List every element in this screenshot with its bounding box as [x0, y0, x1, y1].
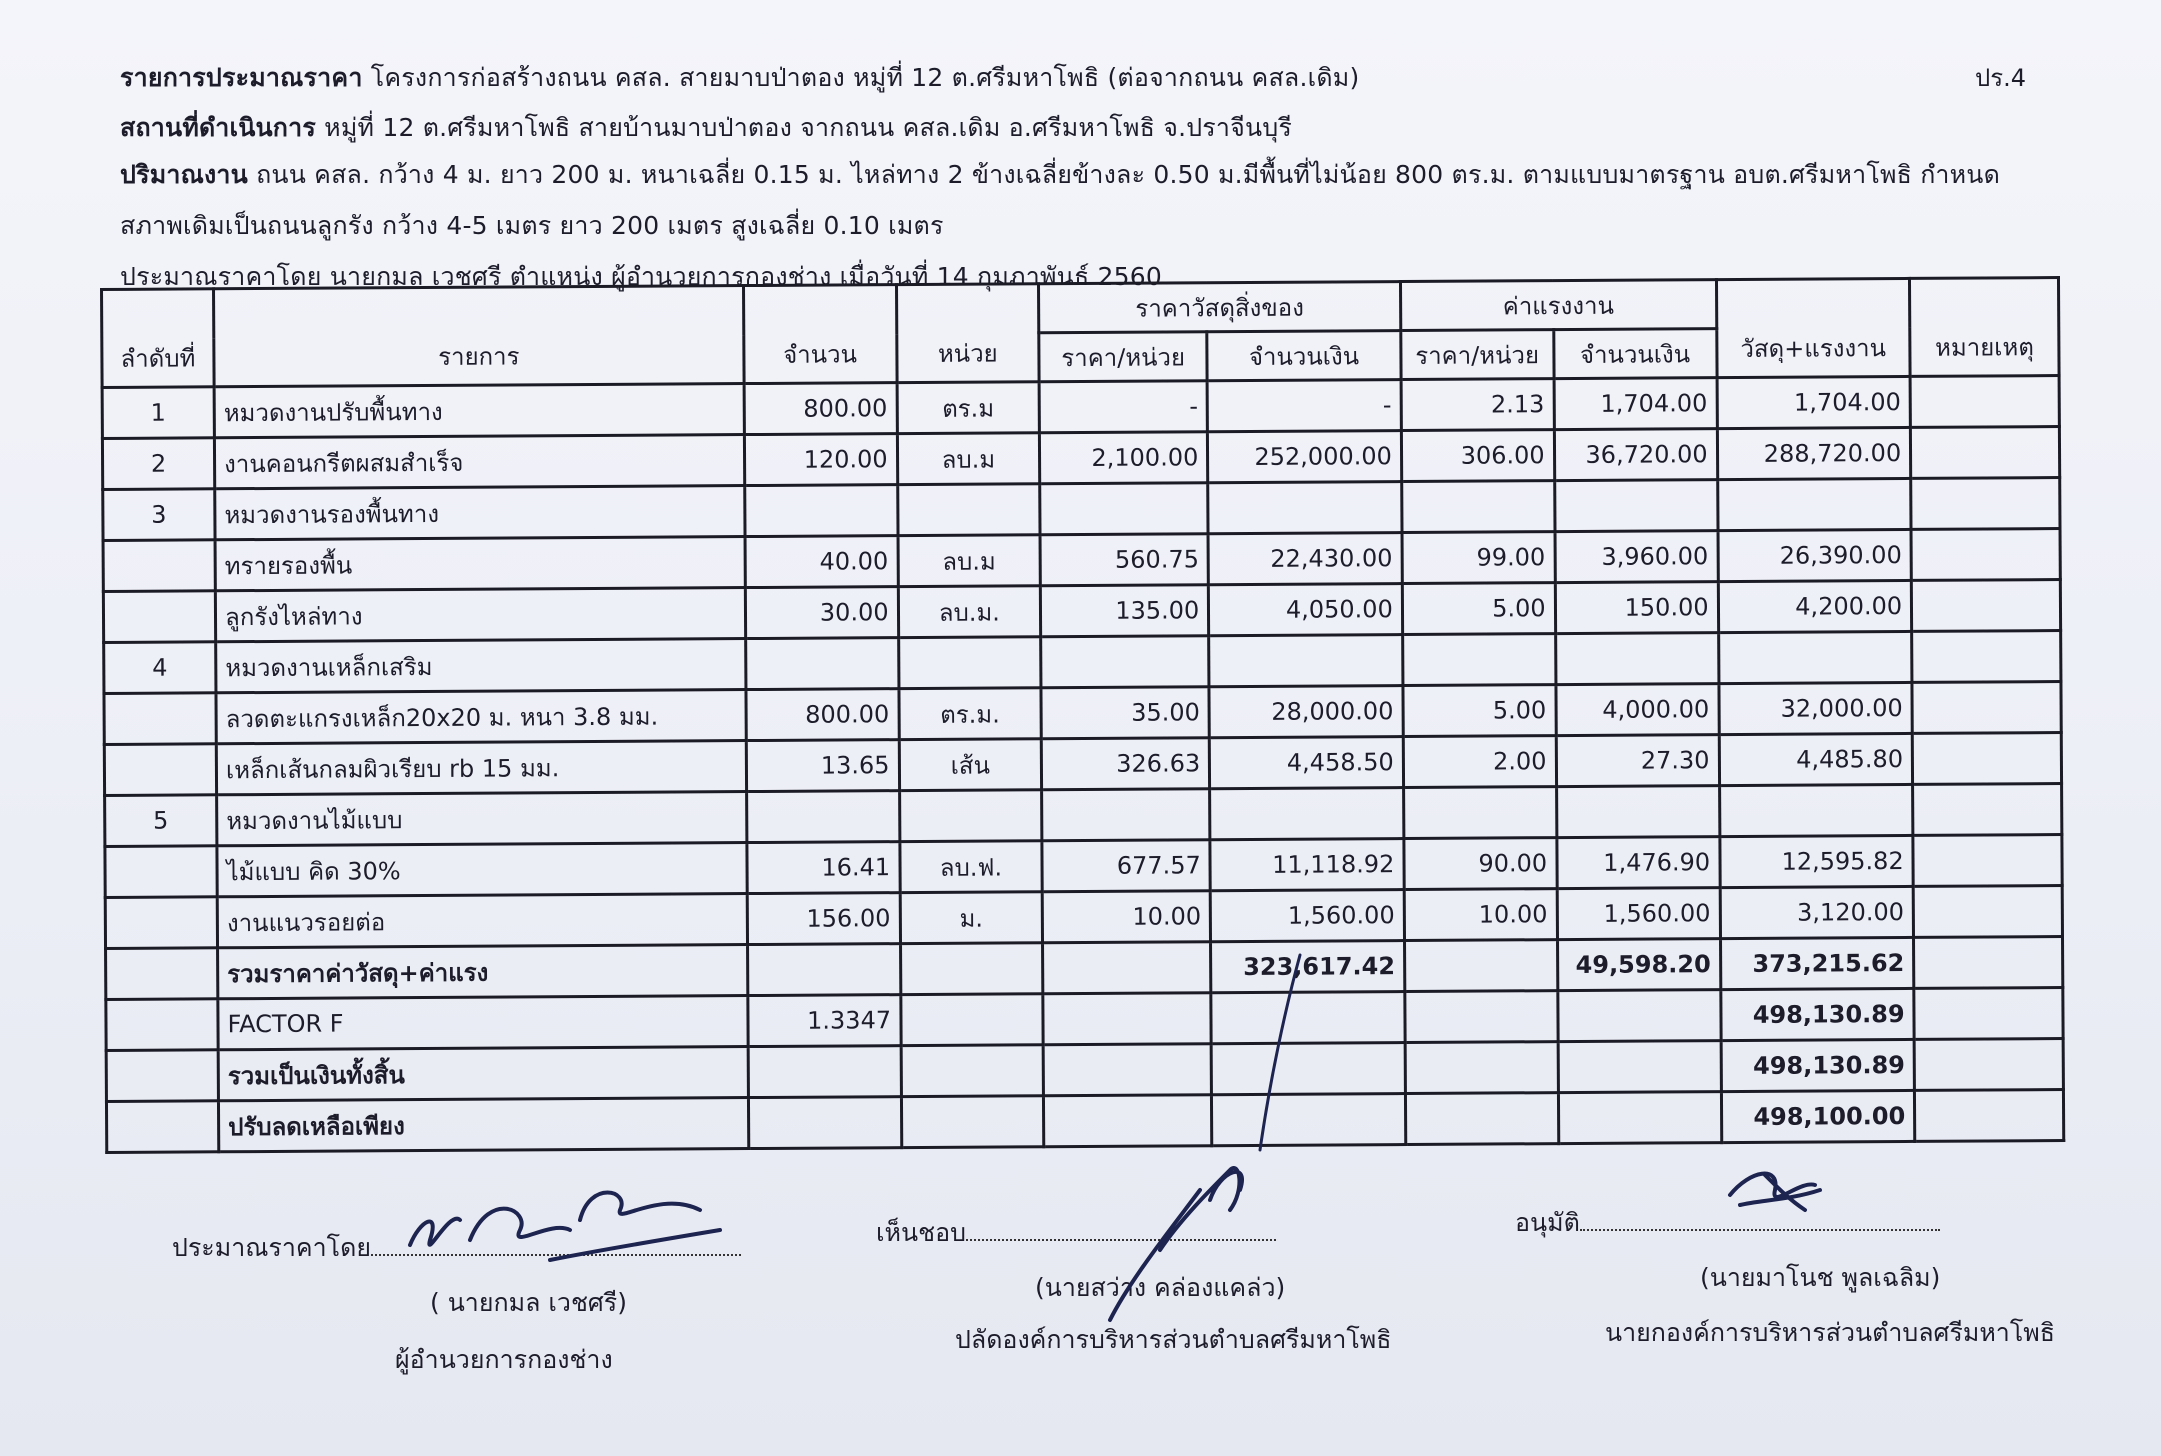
row-labor-price: 90.00 — [1404, 838, 1557, 890]
row-no — [103, 591, 215, 643]
summary-labor-price — [1405, 991, 1558, 1043]
row-unit: ลบ.ม. — [898, 586, 1041, 638]
header-labor-amount: จำนวนเงิน — [1553, 329, 1716, 379]
row-qty: 800.00 — [744, 383, 897, 435]
row-material-amount: 252,000.00 — [1208, 431, 1402, 483]
summary-material-amount — [1211, 1043, 1405, 1095]
row-total — [1718, 631, 1912, 683]
estimate-table — [100, 276, 2065, 1154]
summary-unit — [900, 943, 1043, 995]
row-remark — [1912, 631, 2061, 683]
estimator-signature-line — [172, 1228, 741, 1268]
row-labor-price — [1403, 787, 1556, 839]
summary-total: 498,130.89 — [1721, 1039, 1915, 1091]
authorize-signature-line — [1515, 1203, 1940, 1243]
row-remark — [1911, 580, 2060, 632]
row-material-price: 326.63 — [1041, 738, 1209, 790]
row-unit: ลบ.ม — [897, 433, 1040, 485]
approve-signature-line — [876, 1213, 1276, 1253]
row-material-price: 10.00 — [1042, 891, 1210, 943]
row-labor-amount: 4,000.00 — [1556, 684, 1719, 736]
row-material-price: 560.75 — [1040, 534, 1208, 586]
project-text: โครงการก่อสร้างถนน คสล. สายมาบป่าตอง หมู่ที่ 12 ต.ศรีมหาโพธิ (ต่อจากถนน คสล.เดิม) — [362, 63, 1360, 92]
row-remark — [1910, 376, 2059, 428]
row-no: 5 — [105, 795, 217, 847]
header-total: วัสดุ+แรงงาน — [1716, 278, 1910, 377]
summary-material-amount — [1211, 992, 1405, 1044]
row-qty — [745, 485, 898, 537]
row-material-amount: 1,560.00 — [1210, 890, 1404, 942]
form-code: ปร.4 — [1975, 64, 2027, 92]
row-total: 4,485.80 — [1719, 733, 1913, 785]
row-qty: 30.00 — [745, 587, 898, 639]
row-material-price: 677.57 — [1042, 840, 1210, 892]
row-labor-price: 2.00 — [1403, 736, 1556, 788]
summary-labor-price — [1405, 1093, 1558, 1145]
row-no: 2 — [102, 438, 214, 490]
row-remark — [1913, 784, 2062, 836]
quantity-text: ถนน คสล. กว้าง 4 ม. ยาว 200 ม. หนาเฉลี่ย 0.15 ม. ไหล่ทาง 2 ข้างเฉลี่ยข้างละ 0.50 ม.มีพื้นที่ไม่น้อย 800 ตร.ม. ตามแบบมาตรฐาน อบต.ศรีมหาโพธิ กำหนด — [247, 160, 2001, 189]
header-location-line — [120, 108, 1292, 148]
summary-total: 373,215.62 — [1720, 937, 1914, 989]
row-no: 4 — [104, 642, 216, 694]
row-labor-amount: 1,560.00 — [1557, 888, 1720, 940]
summary-qty: 1.3347 — [748, 995, 901, 1047]
row-total: 32,000.00 — [1719, 682, 1913, 734]
row-unit: เส้น — [899, 739, 1042, 791]
header-unit: หน่วย — [896, 284, 1039, 383]
row-material-price: 35.00 — [1041, 687, 1209, 739]
summary-total: 498,100.00 — [1721, 1090, 1915, 1142]
summary-labor-price — [1405, 1042, 1558, 1094]
project-label: รายการประมาณราคา — [120, 63, 363, 92]
row-unit: ตร.ม. — [899, 688, 1042, 740]
header-quantity-line — [120, 155, 2000, 195]
header-item: รายการ — [214, 286, 744, 387]
row-labor-price: 2.13 — [1401, 379, 1554, 431]
row-material-price: - — [1039, 381, 1207, 433]
summary-labor-amount — [1558, 1041, 1721, 1093]
signature-dotted-line — [966, 1239, 1276, 1241]
row-qty: 13.65 — [746, 740, 899, 792]
row-qty: 40.00 — [745, 536, 898, 588]
row-material-price — [1041, 636, 1209, 688]
row-material-price — [1042, 789, 1210, 841]
summary-remark — [1914, 937, 2063, 989]
summary-label: FACTOR F — [218, 996, 748, 1050]
row-material-amount — [1208, 482, 1402, 534]
row-remark — [1912, 682, 2061, 734]
row-labor-price: 306.00 — [1401, 430, 1554, 482]
row-material-amount: - — [1207, 380, 1401, 432]
summary-total: 498,130.89 — [1720, 988, 1914, 1040]
row-labor-amount: 1,476.90 — [1556, 837, 1719, 889]
estimator-label: ประมาณราคาโดย — [172, 1233, 371, 1262]
row-material-amount: 4,458.50 — [1210, 737, 1404, 789]
location-text: หมู่ที่ 12 ต.ศรีมหาโพธิ สายบ้านมาบป่าตอง จากถนน คสล.เดิม อ.ศรีมหาโพธิ จ.ปราจีนบุรี — [316, 113, 1293, 142]
row-labor-price: 10.00 — [1404, 889, 1557, 941]
row-qty: 16.41 — [747, 842, 900, 894]
summary-material-amount: 323,617.42 — [1211, 941, 1405, 993]
header-project-line — [120, 58, 1359, 98]
row-total: 1,704.00 — [1717, 376, 1911, 428]
row-qty — [746, 791, 899, 843]
row-unit — [897, 484, 1040, 536]
header-remark: หมายเหตุ — [1910, 278, 2059, 377]
row-material-amount: 11,118.92 — [1210, 839, 1404, 891]
row-no — [103, 540, 215, 592]
row-unit — [898, 637, 1041, 689]
row-item: หมวดงานรองพื้นทาง — [215, 486, 745, 540]
summary-qty — [747, 944, 900, 996]
row-labor-amount — [1556, 786, 1719, 838]
estimator-title: ผู้อำนวยการกองช่าง — [395, 1345, 613, 1374]
summary-unit — [901, 1096, 1044, 1148]
header-labor-price: ราคา/หน่วย — [1401, 330, 1554, 380]
row-qty: 800.00 — [746, 689, 899, 741]
row-material-amount: 4,050.00 — [1209, 584, 1403, 636]
row-no — [105, 846, 217, 898]
row-qty — [745, 638, 898, 690]
row-item: ทรายรองพื้น — [215, 537, 745, 591]
summary-label: รวมเป็นเงินทั้งสิ้น — [218, 1047, 748, 1101]
row-labor-amount: 150.00 — [1555, 582, 1718, 634]
summary-no — [106, 999, 218, 1051]
row-labor-amount: 3,960.00 — [1555, 531, 1718, 583]
summary-material-price — [1043, 1044, 1211, 1096]
header-no: ลำดับที่ — [102, 289, 215, 388]
row-material-price: 2,100.00 — [1040, 432, 1208, 484]
summary-qty — [748, 1097, 901, 1149]
row-item: เหล็กเส้นกลมผิวเรียบ rb 15 มม. — [216, 741, 746, 795]
location-label: สถานที่ดำเนินการ — [120, 113, 317, 142]
row-labor-amount — [1554, 480, 1717, 532]
row-total: 3,120.00 — [1720, 886, 1914, 938]
summary-labor-amount — [1558, 1092, 1721, 1144]
summary-row — [106, 1090, 2063, 1153]
header-condition-line: สภาพเดิมเป็นถนนลูกรัง กว้าง 4-5 เมตร ยาว 200 เมตร สูงเฉลี่ย 0.10 เมตร — [120, 211, 944, 240]
row-remark — [1913, 886, 2062, 938]
summary-material-amount — [1212, 1094, 1406, 1146]
approver-name: (นายสว่าง คล่องแคล่ว) — [1035, 1273, 1286, 1302]
row-item: งานคอนกรีตผสมสำเร็จ — [214, 435, 744, 489]
quantity-label: ปริมาณงาน — [120, 160, 248, 189]
row-unit: ม. — [900, 892, 1043, 944]
row-item: ลวดตะแกรงเหล็ก20x20 ม. หนา 3.8 มม. — [216, 690, 746, 744]
header-qty: จำนวน — [743, 285, 896, 384]
row-item: หมวดงานปรับพื้นทาง — [214, 384, 744, 438]
summary-unit — [901, 1045, 1044, 1097]
summary-no — [106, 948, 218, 1000]
row-qty: 156.00 — [747, 893, 900, 945]
header-estimator-line: ประมาณราคาโดย นายกมล เวชศรี ตำแหน่ง ผู้อำนวยการกองช่าง เมื่อวันที่ 14 กุมภาพันธ์ 2560 — [120, 262, 1162, 291]
row-item: ลูกรังไหล่ทาง — [215, 588, 745, 642]
row-labor-amount — [1555, 633, 1718, 685]
authorize-label: อนุมัติ — [1515, 1208, 1580, 1237]
summary-material-price — [1044, 1095, 1212, 1147]
row-material-price: 135.00 — [1041, 585, 1209, 637]
header-material-group: ราคาวัสดุสิ่งของ — [1039, 282, 1401, 333]
row-unit: ตร.ม — [897, 382, 1040, 434]
row-labor-amount: 36,720.00 — [1554, 429, 1717, 481]
summary-unit — [900, 994, 1043, 1046]
row-unit — [899, 790, 1042, 842]
row-labor-price: 99.00 — [1402, 532, 1555, 584]
row-labor-price — [1402, 634, 1555, 686]
row-total: 288,720.00 — [1717, 427, 1911, 479]
summary-labor-price — [1404, 940, 1557, 992]
header-material-amount: จำนวนเงิน — [1207, 331, 1401, 381]
row-total: 26,390.00 — [1718, 529, 1912, 581]
summary-remark — [1914, 988, 2063, 1040]
row-labor-price — [1402, 481, 1555, 533]
header-labor-group: ค่าแรงงาน — [1400, 280, 1716, 331]
approver-title: ปลัดองค์การบริหารส่วนตำบลศรีมหาโพธิ — [955, 1325, 1392, 1354]
row-material-amount — [1210, 788, 1404, 840]
row-material-amount — [1209, 635, 1403, 687]
signature-dotted-line — [371, 1254, 741, 1256]
summary-material-price — [1043, 942, 1211, 994]
summary-label: ปรับลดเหลือเพียง — [219, 1098, 749, 1152]
row-remark — [1911, 427, 2060, 479]
header-material-price: ราคา/หน่วย — [1039, 332, 1207, 382]
row-total: 4,200.00 — [1718, 580, 1912, 632]
row-item: งานแนวรอยต่อ — [217, 894, 747, 948]
row-total — [1717, 478, 1911, 530]
row-material-price — [1040, 483, 1208, 535]
row-unit: ลบ.ม — [898, 535, 1041, 587]
summary-label: รวมราคาค่าวัสดุ+ค่าแรง — [218, 945, 748, 999]
row-material-amount: 22,430.00 — [1208, 533, 1402, 585]
summary-labor-amount: 49,598.20 — [1557, 939, 1720, 991]
row-material-amount: 28,000.00 — [1209, 686, 1403, 738]
row-remark — [1913, 835, 2062, 887]
summary-material-price — [1043, 993, 1211, 1045]
row-item: หมวดงานไม้แบบ — [217, 792, 747, 846]
summary-no — [106, 1050, 218, 1102]
row-unit: ลบ.ฟ. — [899, 841, 1042, 893]
row-labor-price: 5.00 — [1402, 583, 1555, 635]
row-remark — [1911, 478, 2060, 530]
row-labor-price: 5.00 — [1403, 685, 1556, 737]
summary-remark — [1914, 1039, 2063, 1091]
summary-labor-amount — [1557, 990, 1720, 1042]
row-item: ไม้แบบ คิด 30% — [217, 843, 747, 897]
summary-qty — [748, 1046, 901, 1098]
summary-no — [106, 1101, 218, 1153]
summary-remark — [1915, 1090, 2064, 1142]
row-no: 3 — [103, 489, 215, 541]
row-total: 12,595.82 — [1719, 835, 1913, 887]
row-total — [1719, 784, 1913, 836]
authorizer-title: นายกองค์การบริหารส่วนตำบลศรีมหาโพธิ — [1605, 1318, 2056, 1347]
row-remark — [1911, 529, 2060, 581]
row-qty: 120.00 — [744, 434, 897, 486]
row-no — [105, 897, 217, 949]
approve-label: เห็นชอบ — [876, 1218, 966, 1247]
authorizer-name: (นายมาโนช พูลเฉลิม) — [1700, 1263, 1941, 1292]
signature-dotted-line — [1580, 1229, 1940, 1231]
estimator-name: ( นายกมล เวชศรี) — [430, 1288, 627, 1317]
row-remark — [1912, 733, 2061, 785]
row-labor-amount: 1,704.00 — [1554, 378, 1717, 430]
row-item: หมวดงานเหล็กเสริม — [216, 639, 746, 693]
row-no — [104, 744, 216, 796]
row-no — [104, 693, 216, 745]
row-no: 1 — [102, 387, 214, 439]
row-labor-amount: 27.30 — [1556, 735, 1719, 787]
